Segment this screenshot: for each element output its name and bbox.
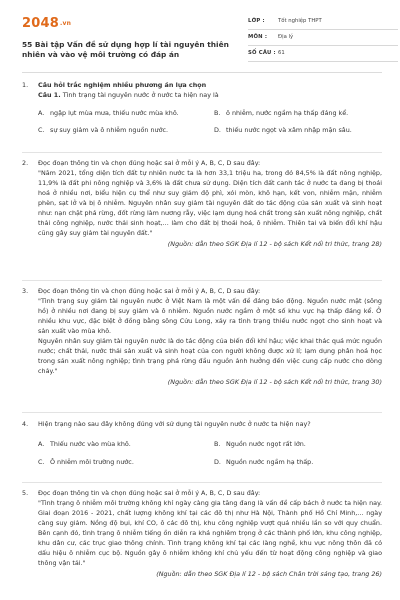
info-value: 61 [278,50,285,56]
question-1 [22,80,382,137]
question-body [38,80,382,137]
option-a[interactable]: A. Thiếu nước vào mùa khô. [38,440,131,448]
info-row-count [248,46,398,62]
question-4 [22,419,382,470]
document-header [22,12,382,64]
question-passage-cont: Nguyên nhân suy giảm tài nguyên nước là do tác động của biến đổi khí hậu; việc khai thác quá mức nguồn nước; chất thải, nước thải sản xuất và sinh hoạt của con người không được xử lí; lạm dụng phân hoá học trong sản xuất nông nghiệp; tình trạng phá rừng đầu nguồn ảnh hưởng đến việc cung cấp nước cho dòng chảy." [38,337,382,375]
question-5 [22,488,382,579]
question-separator [22,152,382,153]
stem-label: Câu 1. [38,91,61,99]
source-citation: (Nguồn: dẫn theo SGK Địa lí 12 - bộ sách Kết nối tri thức, trang 28) [167,240,382,248]
info-value: Địa lý [278,34,294,40]
options-group [38,432,382,470]
options-group [38,103,382,137]
logo-extension: .vn [59,20,72,27]
site-logo[interactable] [22,16,71,31]
question-number: 1. [22,81,29,89]
question-intro: Đọc đoạn thông tin và chọn đúng hoặc sai ở mỗi ý A, B, C, D sau đây: [38,159,261,167]
question-intro: Đọc đoạn thông tin và chọn đúng hoặc sai ở mỗi ý A, B, C, D sau đây: [38,489,261,497]
option-b[interactable]: B. ô nhiễm, nước ngầm hạ thấp đáng kể. [214,109,349,117]
question-passage: "Tình trạng ô nhiễm môi trường không khí ngày càng gia tăng đang là vấn đề cấp bách ở nước ta hiện nay. Giai đoạn 2016 - 2021, chất lượng không khí tại các đô thị như Hà Nội, Thành phố Hồ Chí Minh,... ngày càng suy giảm. Nồng độ bụi, khí CO, ô các đô thị, khu công nghiệp vượt quá nhiều lần so với quy chuẩn. Bên cạnh đó, tình trạng ô nhiễm tiếng ồn diễn ra khá nghiêm trọng ở các thành phố lớn, khu công nghiệp, khu dân cư, các trục giao thông chính. Tình trạng không khí tại các làng nghề, khu vực nông thôn đã có dấu hiệu ô nhiễm cục bộ. Nguồn gây ô nhiễm không khí chủ yếu đến từ hoạt động công nghiệp và giao thông vận tải." [38,499,382,567]
source-citation: (Nguồn: dẫn theo SGK Địa lí 12 - bộ sách Kết nối tri thức, trang 30) [167,378,382,386]
option-a[interactable]: A. ngập lụt mùa mưa, thiếu nước mùa khô. [38,109,179,117]
section-heading: Câu hỏi trắc nghiệm nhiều phương án lựa chọn [38,81,207,89]
info-key: LỚP : [248,18,265,24]
source-citation: (Nguồn: dẫn theo SGK Địa lí 12 - bộ sách Chân trời sáng tạo, trang 26) [156,570,382,578]
question-number: 4. [22,420,29,428]
header-divider [22,72,382,73]
info-row-grade [248,14,398,30]
question-2 [22,158,382,249]
question-body [38,419,382,470]
logo-text: 2048 [22,16,59,31]
document-title: 55 Bài tập Vấn đề sử dụng hợp lí tài nguyên thiên nhiên và vào vệ môi trường có đáp án [22,40,229,59]
question-body [38,488,382,579]
question-number: 5. [22,489,29,497]
question-stem [38,90,382,100]
info-value: Tốt nghiệp THPT [278,18,322,24]
question-body [38,286,382,387]
question-intro: Đọc đoạn thông tin và chọn đúng hoặc sai ở mỗi ý A, B, C, D sau đây: [38,287,261,295]
option-c[interactable]: C. sự suy giảm và ô nhiễm nguồn nước. [38,126,169,134]
question-passage: "Năm 2021, tổng diện tích đất tự nhiên nước ta là hơn 33,1 triệu ha, trong đó 84,5% là đất nông nghiệp, 11,9% là đất phi nông nghiệp và 3,6% là đất chưa sử dụng. Diện tích đất canh tác ở nước ta đang bị thoái hoá ở nhiều nơi, biểu hiện cụ thể như suy giảm độ phì, xói mòn, khô hạn, kết von, nhiễm mặn, nhiễm phèn, sạt lở và bị ô nhiễm. Nguyên nhân suy giảm tài nguyên đất do tác động của sản xuất và sinh hoạt như: nạn chặt phá rừng, đốt rừng làm nương rẫy, việc lạm dụng hoá chất trong sản xuất nông nghiệp, chất thải công nghiệp, nước thải sinh hoạt,... làm cho đất bị thoái hoá, ô nhiễm. Thiên tai và biến đổi khí hậu cũng gây suy giảm tài nguyên đất." [38,169,382,237]
question-separator [22,482,382,483]
question-3 [22,286,382,387]
question-number: 3. [22,287,29,295]
question-separator [22,412,382,413]
info-row-subject [248,30,398,46]
question-separator [22,280,382,281]
info-key: SỐ CÂU : [248,50,276,56]
stem-text: Tình trạng tài nguyên nước ở nước ta hiện nay là [62,91,219,99]
question-passage: "Tình trạng suy giảm tài nguyên nước ở Việt Nam là một vấn đề đáng báo động. Nguồn nước mặt (sông hồ) ở nhiều nơi đang bị suy giảm và ô nhiễm. Nguồn nước ngầm ở một số khu vực hạ thấp đáng kể. Ở nhiều khu vực, đặc biệt ở đồng bằng sông Cửu Long, xảy ra tình trạng thiếu nước ngọt cho sinh hoạt và sản xuất vào mùa khô. [38,297,382,335]
option-d[interactable]: D. Nguồn nước ngầm hạ thấp. [214,458,314,466]
question-number: 2. [22,159,29,167]
option-b[interactable]: B. Nguồn nước ngọt rất lớn. [214,440,306,448]
option-d[interactable]: D. thiếu nước ngọt và xâm nhập mặn sâu. [214,126,352,134]
question-stem: Hiện trạng nào sau đây không đúng với sử dụng tài nguyên nước ở nước ta hiện nay? [38,420,311,428]
question-body [38,158,382,249]
info-key: MÔN : [248,34,268,40]
info-panel [248,14,398,62]
option-c[interactable]: C. Ô nhiễm môi trường nước. [38,458,134,466]
